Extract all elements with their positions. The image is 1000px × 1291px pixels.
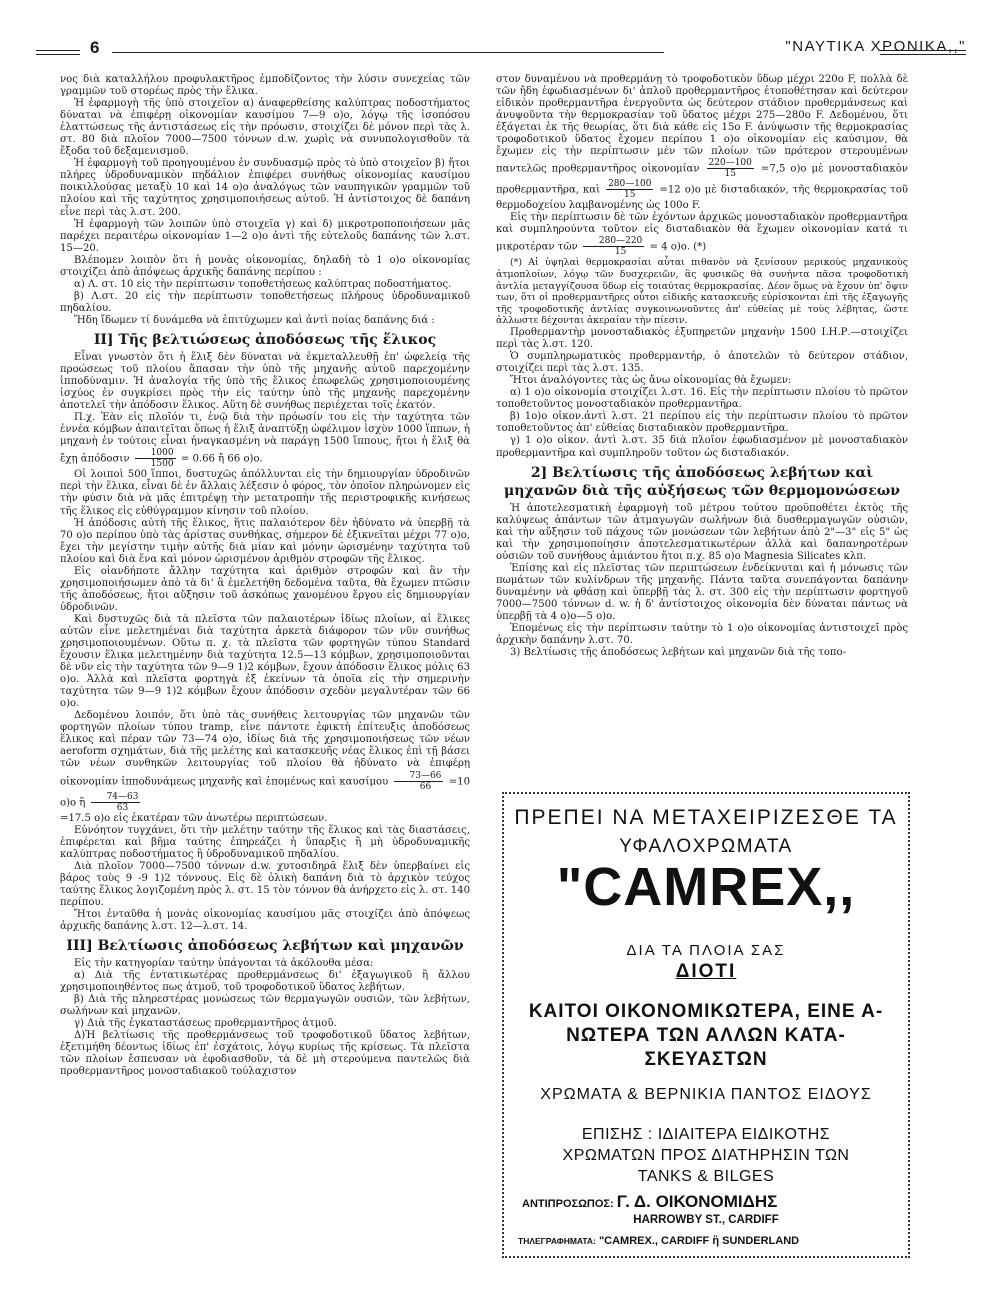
- ad-address: HARROWBY ST., CARDIFF: [633, 1214, 779, 1226]
- paragraph: [60, 412, 470, 469]
- ad-line-5: ΔΙΟΤΙ: [675, 961, 737, 982]
- ad-line-11: ΧΡΩΜΑΤΩΝ ΠΡΟΣ ΔΙΑΤΗΡΗΣΙΝ ΤΩΝ: [562, 1147, 850, 1164]
- paragraph: Ἐπίσης καὶ εἰς πλεῖστας τῶν περιπτώσεων ἐνδείκνυται καὶ ἡ μόνωσις τῶν πωμάτων τῶν κυλίνδρων τῆς μηχανῆς. Πάντα ταῦτα συνεπάγονται δαπάνην δυναμένην νὰ φθάσῃ καὶ ὑπερβῇ τὰς λ. στ. 300 εἰς τὴν περίπτωσιν φορτηγοῦ 7000—7500 τόννων d. w. ἡ δ' ἀντίστοιχος οἰκονομία δὲν δύναται πάντως νὰ ὑπερβῇ τὰ 4 ο)ο—5 ο)ο.: [496, 562, 908, 622]
- fraction-middle: =10 ο)ο ἢ: [60, 776, 470, 809]
- paragraph: Καὶ δυστυχῶς διὰ τὰ πλεῖστα τῶν παλαιοτέρων ἰδίως πλοίων, αἱ ἕλικες αὐτῶν εἶνε μελετημέναι διὰ ταχύτητα ἀρκετὰ διάφορον τῶν νῦν συνήθως χρησιμοποιουμένων. Οὕτω π. χ. τὰ πλεῖστα τῶν φορτηγῶν τύπου Standard ἔχουσιν ἕλικα μελετημένην διὰ ταχύτητα 12.5—13 κόμβων, χρησιμοποιοῦνται δὲ νῦν εἰς τὴν ταχύτητα τῶν 9—9 1)2 κόμβων, ἔχουν ἀπόδοσιν ἕλικος μόλις 63 ο)ο. Ἀλλὰ καὶ πλεῖστα φορτηγὰ ἐξ ἐκείνων τὰ ὁποῖα εἰς τὴν σημερινὴν ταχύτητα τῶν 9—9 1)2 κόμβων ἔχουν ἀπόδοσιν σχεδὸν μεγαλυτέραν τῶν 66 ο)ο.: [60, 613, 470, 710]
- footnote: (*) Αἱ ὑψηλαὶ θερμοκρασίαι αὗται πιθανὸν νὰ ξενίσουν μερικοὺς μηχανικοὺς ἀτμοπλοίων, λόγῳ τῶν δυσχερειῶν, ἃς φυσικῶς θὰ συνήντα πᾶσα τροφοδοτικὴ ἀντλία μεταγγίζουσα ὕδωρ εἰς τοιαύτας θερμοκρασίας. Δέον ὅμως νὰ ἔχουν ὑπ' ὄψιν των, ὅτι οἱ προθερμαντῆρες οὗτοι εἰδικῆς κατασκευῆς εὑρίσκονται ἐπὶ τῆς ἐξαγωγῆς τῆς τροφοδοτικῆς ἀντλίας συγκοινωνοῦντες ἀπ' εὐθείας μὲ τοὺς λέβητας, ὥστε ἀλλωστε δέχονται ἀκεραίαν τὴν πίεσιν.: [496, 257, 908, 327]
- fraction: [606, 179, 653, 200]
- paragraph: Βλέπομεν λοιπὸν ὅτι ἡ μονὰς οἰκονομίας, δηλαδὴ τὸ 1 ο)ο οἰκονομίας στοιχίζει ἀπὸ ἀπόψεως ἀρχικῆς δαπάνης περίπου :: [60, 254, 470, 278]
- ad-claim: [504, 1000, 908, 1072]
- paragraph: Ἤτοι ἀναλόγοντες τὰς ὡς ἄνω οἰκονομίας θὰ ἔχωμεν:: [510, 375, 792, 387]
- paragraph: Εἶναι γνωστὸν ὅτι ἡ ἕλιξ δὲν δύναται νὰ ἐκμεταλλευθῇ ἐπ' ὠφελείᾳ τῆς προώσεως τοῦ πλοίου ἅπασαν τὴν ὑπὸ τῆς μηχανῆς αὐτοῦ παρεχομένην ἱπποδύναμιν. Ἡ ἀναλογία τῆς ὑπὸ τῆς ἕλικος ἐπωφελῶς χρησιμοποιουμένης ἰσχύος ἐν συγκρίσει πρὸς τὴν εἰς ταύτην ὑπὸ τῆς μηχανῆς παρεχομένην ἀποτελεῖ τὴν ἀπόδοσιν ἕλικος. Αὕτη δὲ συνήθως περιέχεται τοῖς ἑκατόν.: [60, 351, 470, 412]
- paragraph: Ἑπομένως εἰς τὴν περίπτωσιν ταύτην τὸ 1 ο)ο οἰκονομίας ἀντιστοιχεῖ πρὸς ἀρχικὴν δαπάνην λ.στ. 70.: [496, 623, 908, 647]
- ad-rep-label: ΑΝΤΙΠΡΟΣΩΠΟΣ:: [522, 1198, 614, 1210]
- section-heading-iii: ΙΙΙ] Βελτίωσις ἀποδόσεως λεβήτων καὶ μηχανῶν: [66, 938, 464, 954]
- ad-telegrams: [518, 1235, 902, 1247]
- ad-line-6: ΚΑΙΤΟΙ ΟΙΚΟΝΟΜΙΚΩΤΕΡΑ, ΕΙΝΕ Α-: [528, 1001, 884, 1022]
- ad-line-10: ΕΠΙΣΗΣ : ΙΔΙΑΙΤΕΡΑ ΕΙΔΙΚΟΤΗΣ: [581, 1126, 831, 1143]
- paragraph: α) Λ. στ. 10 εἰς τὴν περίπτωσιν τοποθετήσεως καλύπτρας ποδοστήματος.: [74, 278, 452, 290]
- paragraph: Ἤτοι ἐνταῦθα ἡ μονὰς οἰκονομίας καυσίμου μᾶς στοιχίζει ἀπὸ ἀπόψεως ἀρχικῆς δαπάνης λ.στ. 12—λ.στ. 14.: [60, 908, 470, 932]
- ad-line-1: ΠΡΕΠΕΙ ΝΑ ΜΕΤΑΧΕΙΡΙΖΕΣΘΕ ΤΑ: [514, 806, 898, 829]
- fraction: [583, 236, 644, 257]
- paragraph: Προθερμαντὴρ μονοσταδιακὸς ἐξυπηρετῶν μηχανὴν 1500 Ι.Η.Ρ.—στοιχίζει περὶ τὰς λ.στ. 120.: [496, 327, 908, 351]
- right-column: [496, 74, 908, 659]
- paragraph: β) Διὰ τῆς πληρεστέρας μονώσεως τῶν θερμαγωγῶν ουσιῶν, τῶν λεβήτων, σωλήνων καὶ μηχανῶν.: [60, 994, 470, 1018]
- left-column: [60, 74, 470, 1078]
- fraction-result: = 4 ο)ο. (*): [649, 241, 707, 253]
- paragraph: Ἡ ἐφαρμογὴ τῆς ὑπὸ στοιχεῖον α) ἀναφερθείσης καλύπτρας ποδοστήματος δύναται νὰ ἐπιφέρῃ οἰκονομίαν καυσίμου 7—9 ο)ο, λόγῳ τῆς ἰσοπόσου ἐλαττώσεως τῆς ἀντιστάσεως εἰς τὴν πρόωσιν, στοιχίζει δὲ μόνον περὶ τὰς λ. στ. 80 διὰ πλοῖον 7000—7500 τόννων d.w. χωρὶς νὰ συνυπολογισθοῦν τὰ ἔξοδα τοῦ δεξαμενισμοῦ.: [60, 98, 470, 158]
- paragraph: Ἤδη ἴδωμεν τί δυνάμεθα νὰ ἐπιτύχωμεν καὶ ἀντὶ ποίας δαπάνης διά :: [74, 314, 435, 326]
- camrex-advertisement: [502, 792, 910, 1258]
- fraction: [135, 448, 176, 469]
- page-number: 6: [90, 38, 100, 57]
- ad-representative: [522, 1192, 902, 1212]
- fraction-numerator: 74—63: [91, 792, 141, 803]
- paragraph: Ὁ συμπληρωματικὸς προθερμαντήρ, ὁ ἀποτελῶν τὸ δεύτερον στάδιον, στοιχίζει περὶ τὰς λ.στ. 135.: [496, 351, 908, 375]
- fraction-result: = 0.66 ἤ 66 ο)ο.: [180, 453, 263, 465]
- ad-line-2: ΥΦΑΛΟΧΡΩΜΑΤΑ: [619, 836, 793, 857]
- fraction-numerator: 280—220: [583, 236, 644, 247]
- fraction: [394, 771, 444, 792]
- paragraph: =17.5 ο)ο εἰς ἑκατέραν τῶν ἀνωτέρω περιπτώσεων.: [60, 812, 328, 824]
- paragraph: Δ)Ἡ βελτίωσις τῆς προθερμάνσεως τοῦ τροφοδοτικοῦ ὕδατος λεβήτων, ἐξετιμήθη δέοντως ἰδίως ἐπ' ἐσχάτοις, λόγῳ κυρίως τῆς κρίσεως. Τὰ πλεῖστα τῶν πλοίων ἔσπευσαν νὰ ἐφοδιασθοῦν, τὰ δὲ μὴ στερούμενα παντελῶς διὰ προθερμαντῆρος μονοσταδιακοῦ τούλαχιστον: [60, 1030, 470, 1078]
- ad-tel-label: ΤΗΛΕΓΡΑΦΗΜΑΤΑ:: [518, 1236, 596, 1246]
- paragraph: Ἡ ἐφαρμογὴ τῶν λοιπῶν ὑπὸ στοιχεῖα γ) καὶ δ) μικροτροποποιήσεων μᾶς παρέχει περαιτέρω οἰκονομίαν 1—2 ο)ο ἀντὶ τῆς εὐτελοῦς δαπάνης τῶν λ.στ. 15—20.: [60, 218, 470, 254]
- fraction-result: =12 ο)ο μὲ δισταδιακόν, τῆς θερμοκρασίας τοῦ θερμοδοχείου λαμβανομένης ὡς 100ο F.: [496, 184, 908, 212]
- fraction-denominator: 1500: [150, 459, 174, 470]
- ad-line-12: TANKS & BILGES: [637, 1168, 775, 1185]
- fraction: [91, 792, 141, 813]
- paragraph: Εἰς οἱανδήποτε ἄλλην ταχύτητα καὶ ἀριθμὸν στροφῶν καὶ ἂν τὴν χρησιμοποιήσωμεν ἀπὸ τὰ δι' ἃ ἐμελετήθη δεδομένα ταῦτα, θὰ ἔχωμεν πτῶσιν τῆς ἀποδόσεως, ἤτοι αὔξησιν τοῦ ἀσκόπως χανομένου ἔργου εἰς δημιουργίαν ὑδροδινῶν.: [60, 565, 470, 613]
- paragraph: νος διὰ καταλλήλου προφυλακτῆρος ἐμποδίζοντος τὴν λύσιν συνεχείας τῶν γραμμῶν τοῦ στορέως πρὸς τὴν ἕλικα.: [60, 74, 470, 98]
- ad-line-7: ΝΩΤΕΡΑ ΤΩΝ ΑΛΛΩΝ ΚΑΤΑ-: [566, 1025, 846, 1046]
- page-header: [36, 38, 966, 60]
- paragraph: 3) Βελτίωσις τῆς ἀποδόσεως λεβήτων καὶ μηχανῶν διὰ τῆς τοπο-: [510, 647, 847, 659]
- fraction-result: =7,5 ο)ο μὲ μονοσταδιακὸν προθερμαντῆρα, καὶ: [496, 163, 908, 196]
- fraction-numerator: 220—100: [708, 158, 752, 169]
- paragraph-text: στον δυναμένου νὰ προθερμάνῃ τὸ τροφοδοτικὸν ὕδωρ μέχρι 220ο F, πολλὰ δὲ τῶν ἤδη ἐφωδιασμένων δι' ἁπλοῦ προθερμαντῆρος ἐτοποθέτησαν καὶ δεύτερον εἰδικὸν προθερμαντῆρα ἐνεργοῦντα ὡς δεύτερον στάδιον προθερμάνσεως καὶ ἀνυψοῦντα τὴν θερμοκρασίαν τοῦ ὕδατος μέχρι 275—280ο F. Δεδομένου, ὅτι ἐξάγεται ἐκ τῆς θεωρίας, ὅτι διὰ κάθε εἰς 15ο F. ἀνύψωσιν τῆς θερμοκρασίας τροφοδοτικοῦ ὕδατος ἔχομεν περίπου 1 ο)ο οἰκονομίαν εἰς καύσιμον, θὰ ἔχωμεν εἰς τὴν περίπτωσιν μὲν τῶν πλοίων τῶν πρότερον στερουμένων παντελῶς προθερμαντῆρος οἰκονομίαν: [496, 74, 908, 175]
- ad-line-8: ΣΚΕΥΑΣΤΩΝ: [644, 1049, 768, 1070]
- paragraph-text: Εἰς τὴν περίπτωσιν δὲ τῶν ἐχόντων ἀρχικῶς μονοσταδιακὸν προθερμαντῆρα καὶ συμπληρούντα τοῦτον εἰς δισταδιακὸν θὰ ἔχωμεν οἰκονομίαν κατά τι μικροτέραν τῶν: [496, 212, 908, 253]
- header-rule-right-2: [880, 54, 966, 55]
- fraction-denominator: 63: [116, 802, 129, 813]
- paragraph: γ) 1 ο)ο οἰκον. ἀντὶ λ.στ. 35 διὰ πλοῖον ἐφωδιασμένον μὲ μονοσταδιακὸν προθερμαντῆρα καὶ συμπληροῦν τοῦτον ὡς δισταδιακόν.: [496, 435, 908, 459]
- fraction-denominator: 66: [419, 781, 432, 792]
- ad-rep-name: Γ. Δ. ΟΙΚΟΝΟΜΙΔΗΣ: [616, 1192, 778, 1211]
- ad-line-9: ΧΡΩΜΑΤΑ & ΒΕΡΝΙΚΙΑ ΠΑΝΤΟΣ ΕΙΔΟΥΣ: [540, 1086, 872, 1103]
- paragraph-text: Δεδομένου λοιπόν, ὅτι ὑπὸ τὰς συνήθεις λειτουργίας τῶν μηχανῶν τῶν φορτηγῶν πλοίων τύπου tramp, εἶνε πάντοτε ἐφικτὴ ἐπίτευξις ἀποδόσεως ἕλικος καὶ πέραν τῶν 73—74 ο)ο, ἰδίως διὰ τῆς χρησιμοποιήσεως τῶν νέων aeroform σχημάτων, διὰ τῆς μελέτης καὶ κατασκευῆς νέας ἕλικος ἐπὶ τῇ βάσει τῶν νέων συνθηκῶν λειτουργίας τοῦ πλοίου θὰ ἠδύνατο νὰ ἐπιφέρῃ οἰκονομίαν ἱπποδυνάμεως μηχανῆς καὶ ἑπομένως καὶ καυσίμου: [60, 710, 470, 788]
- paragraph: Ἡ ἀποτελεσματικὴ ἐφαρμογὴ τοῦ μέτρου τούτου προϋποθέτει ἐκτὸς τῆς καλύψεως ἁπάντων τῶν ἀτμαγωγῶν σωλήνων διὰ δυσθερμαγωγῶν οὐσιῶν, καὶ τὴν αὔξησιν τοῦ πάχους τῶν μονώσεων τῶν λεβήτων ἀπὸ 2"—3" εἰς 5" ὡς καὶ τὴν χρησιμοποίησιν ἀποτελεσματικωτέρων ἀλλὰ καὶ δαπανηροτέρων οὐσιῶν τοῦ συνήθους ἀμιάντου ἤτοι π.χ. 85 ο)ο Magnesia Silicates κλπ.: [496, 502, 908, 562]
- paragraph: Ἡ ἀπόδοσις αὐτὴ τῆς ἕλικος, ἥτις παλαιότερον δὲν ἠδύνατο νὰ ὑπερβῇ τὰ 70 ο)ο περίπου ὑπὸ τὰς ἀρίστας συνθήκας, σήμερον δὲ ἐξικνεῖται μέχρι 77 ο)ο, ἔχει τὴν μεγίστην τιμὴν αὐτῆς διὰ μίαν καὶ μόνην ὡρισμένην ταχύτητα τοῦ πλοίου καὶ διὰ ἕνα καὶ μόνον ὡρισμένον ἀριθμὸν στροφῶν τῆς ἕλικος.: [60, 517, 470, 565]
- header-rule-center: [112, 52, 664, 53]
- paragraph: β) 1ο)ο οἰκον.ἀντὶ λ.στ. 21 περίπου εἰς τὴν περίπτωσιν πλοίου τὸ πρῶτον τοποθετοῦντος ἀπ' εὐθείας δισταδιακὸν προθερμαντῆρα.: [496, 411, 908, 435]
- section-heading-ii: ΙΙ] Τῆς βελτιώσεως ἀποδόσεως τῆς ἕλικος: [93, 331, 437, 348]
- paragraph: Οἱ λοιποὶ 500 ἵπποι, δυστυχῶς ἀπόλλυνται εἰς τὴν δημιουργίαν ὑδροδινῶν περὶ τὴν ἕλικα, εἶναι δὲ ἐν ἄλλαις λέξεσιν ὁ φόρος, τὸν ὁποῖον πληρώνομεν εἰς τὴν φύσιν διὰ νὰ μᾶς ἐπιτρέψῃ τὴν μετατροπὴν τῆς περιστροφικῆς κινήσεως τῆς ἕλικος εἰς εὐθύγραμμον κίνησιν τοῦ πλοίου.: [60, 469, 470, 517]
- paragraph: α) 1 ο)ο οἰκονομία στοιχίζει λ.στ. 16. Εἰς τὴν περίπτωσιν πλοίου τὸ πρῶτον τοποθετοῦντος μονοσταδιακὸν προθερμαντῆρα.: [496, 387, 908, 411]
- paragraph: [60, 710, 470, 812]
- header-rule-right: [880, 50, 966, 51]
- ad-tel-value: "CAMREX., CARDIFF ἢ SUNDERLAND: [598, 1235, 800, 1247]
- paragraph: [496, 74, 908, 212]
- section-heading-2: 2] Βελτίωσις τῆς ἀποδόσεως λεβήτων καὶ μηχανῶν διὰ τῆς αὐξήσεως τῶν θερμομονώσεων: [504, 464, 900, 499]
- journal-title: "ΝΑΥΤΙΚΑ ΧΡΟΝΙΚΑ,,": [785, 38, 966, 55]
- fraction-denominator: 15: [624, 190, 636, 201]
- paragraph: Ἡ ἐφαρμογὴ τοῦ προηγουμένου ἐν συνδυασμῷ πρὸς τὸ ὑπὸ στοιχεῖον β) ἤτοι πλήρες ὑδροδυναμικὸν πηδάλιον ἐπιφέρει συνήθως οἰκονομίας καυσίμου ποικιλλούσας μεταξὺ 10 καὶ 14 ο)ο ἀναλόγως τῶν ναυπηγικῶν γραμμῶν τοῦ πλοίου καὶ τῆς ταχύτητος χρησιμοποιήσεως αὐτοῦ. Ἡ ἀντίστοιχος δὲ δαπάνη εἶνε περὶ τὰς λ.στ. 200.: [60, 158, 470, 218]
- ad-specialty: [504, 1124, 908, 1187]
- paragraph-text: Π.χ. Ἐὰν εἰς πλοῖόν τι, ἐνῷ διὰ τὴν πρόωσίν του εἰς τὴν ταχύτητα τῶν ἐννέα κόμβων ἀπαιτεῖται ὅπως ἡ ἕλιξ ἀναπτύξῃ ὠφέλιμον ἰσχὺν 1000 ἵππων, ἡ μηχανὴ ἐν τούτοις εἶναι ἠναγκασμένη νὰ παράγῃ 1500 ἵππους, ἤτοι ἡ ἕλιξ θὰ ἔχῃ ἀπόδοσιν: [60, 412, 470, 465]
- paragraph: [496, 212, 908, 257]
- paragraph: β) Λ.στ. 20 εἰς τὴν περίπτωσιν τοποθετήσεως πλήρους ὑδροδυναμικοῦ πηδαλίου.: [60, 290, 470, 314]
- fraction-numerator: 73—66: [394, 771, 444, 782]
- paragraph: γ) Διὰ τῆς ἐγκαταστάσεως προθερμαντῆρος ἀτμοῦ.: [74, 1018, 337, 1030]
- fraction-numerator: 280—100: [608, 179, 652, 190]
- fraction-denominator: 15: [614, 247, 627, 258]
- ad-line-4: ΔΙΑ ΤΑ ΠΛΟΙΑ ΣΑΣ: [626, 942, 786, 959]
- fraction-denominator: 15: [724, 169, 736, 180]
- ad-brand-name: "CAMREX,,: [556, 857, 856, 917]
- header-rule-left-2: [36, 54, 80, 55]
- paragraph: Εὐνόητον τυγχάνει, ὅτι τὴν μελέτην ταύτην τῆς ἕλικος καὶ τὰς διαστάσεις, ἐπιφέρεται καὶ βῆμα ταύτης ἐπηρεάζει ἡ ὕπαρξις ἢ μὴ ὑδροδυναμικῆς καλύπτρας ποδοστήματος ἢ ὑδροδυναμικοῦ πηδαλίου.: [60, 824, 470, 860]
- paragraph: Διὰ πλοῖον 7000—7500 τόννων d.w. χυτοσιδηρᾶ ἕλιξ δὲν ὑπερβαίνει εἰς βάρος τοὺς 9 -9 1)2 τόννους. Εἰς δὲ ὁλικὴ δαπάνη διὰ τὸ ἀρχικὸν τεύχος ταύτης ἕλικος λογιζομένη πρὸς λ. στ. 15 τὸν τόννον θὰ ἀνήρχετο εἰς λ. στ. 140 περίπου.: [60, 860, 470, 908]
- fraction-numerator: 1000: [135, 448, 176, 459]
- paragraph: Εἰς τὴν κατηγορίαν ταύτην ὑπάγονται τὰ ἀκόλουθα μέσα:: [74, 958, 374, 969]
- paragraph: α) Διὰ τῆς ἐντατικωτέρας προθερμάνσεως δι' ἐξαγωγικοῦ ἢ ἄλλου χρησιμοποιηθέντος πως ἀτμοῦ, τοῦ τροφοδοτικοῦ ὕδατος λεβήτων.: [60, 970, 470, 994]
- header-rule-left: [36, 50, 80, 51]
- fraction: [707, 158, 754, 179]
